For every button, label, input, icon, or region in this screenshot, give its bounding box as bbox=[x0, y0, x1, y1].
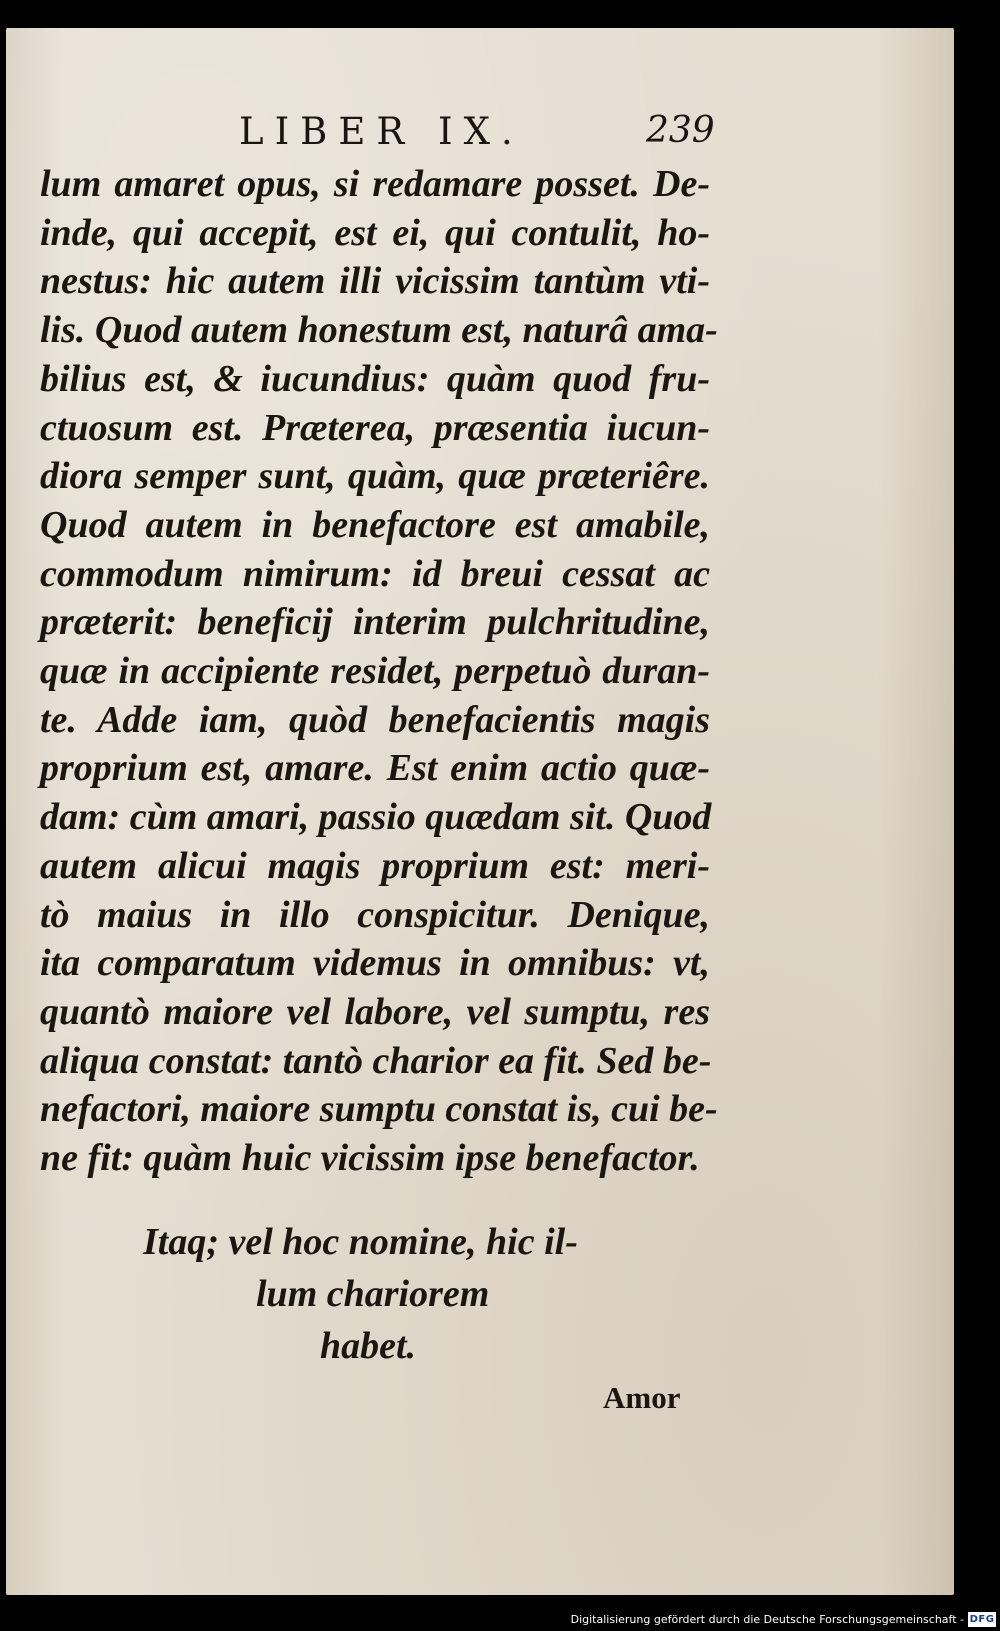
page-sheet bbox=[6, 28, 954, 1595]
text-line: præterit: beneficij interim pulchritudine, bbox=[40, 601, 710, 644]
text-line: commodum nimirum: id breui cessat ac bbox=[40, 552, 710, 595]
text-line: inde, qui accepit, est ei, qui contulit, ho- bbox=[40, 211, 710, 254]
page-header bbox=[6, 110, 954, 160]
running-head: LIBER IX. bbox=[239, 110, 524, 153]
digitization-footer bbox=[0, 1610, 1000, 1631]
text-line: nestus: hic autem illi vicissim tantùm vti- bbox=[40, 260, 710, 303]
text-line: te. Adde iam, quòd benefacientis magis bbox=[40, 698, 710, 741]
funding-credit: Digitalisierung gefördert durch die Deutsche Forschungsgemeinschaft - bbox=[570, 1613, 964, 1626]
catchword: Amor bbox=[603, 1380, 681, 1415]
text-line: dam: cùm amari, passio quædam sit. Quod bbox=[40, 796, 712, 839]
text-line: nefactori, maiore sumptu constat is, cui be- bbox=[40, 1088, 718, 1131]
text-line: quantò maiore vel labore, vel sumptu, res bbox=[40, 990, 710, 1033]
dfg-logo-icon: DFG bbox=[969, 1614, 995, 1625]
text-line: quæ in accipiente residet, perpetuò duran- bbox=[40, 650, 710, 693]
closing-tailpiece bbox=[6, 1216, 954, 1372]
text-line: tò maius in illo conspicitur. Denique, bbox=[40, 893, 710, 936]
text-line: lis. Quod autem honestum est, naturâ ama- bbox=[40, 309, 718, 352]
text-line: Quod autem in benefactore est amabile, bbox=[40, 503, 710, 546]
text-line: aliqua constat: tantò charior ea fit. Sed be- bbox=[40, 1039, 712, 1082]
text-line: ctuosum est. Præterea, præsentia iucun- bbox=[40, 406, 710, 449]
text-line: ne fit: quàm huic vicissim ipse benefactor. bbox=[40, 1137, 700, 1180]
closing-line: lum chariorem bbox=[256, 1273, 490, 1315]
text-line: lum amaret opus, si redamare posset. De- bbox=[40, 163, 710, 205]
text-line: bilius est, & iucundius: quàm quod fru- bbox=[40, 357, 710, 400]
page-number: 239 bbox=[646, 110, 715, 151]
text-line: proprium est, amare. Est enim actio quæ- bbox=[40, 747, 710, 790]
closing-line: Itaq; vel hoc nomine, hic il- bbox=[143, 1221, 578, 1263]
text-line: autem alicui magis proprium est: meri- bbox=[40, 844, 710, 887]
body-text bbox=[40, 160, 718, 1183]
text-line: diora semper sunt, quàm, quæ præteriêre. bbox=[40, 455, 710, 498]
text-line: ita comparatum videmus in omnibus: vt, bbox=[40, 942, 710, 985]
closing-line: habet. bbox=[320, 1325, 417, 1367]
